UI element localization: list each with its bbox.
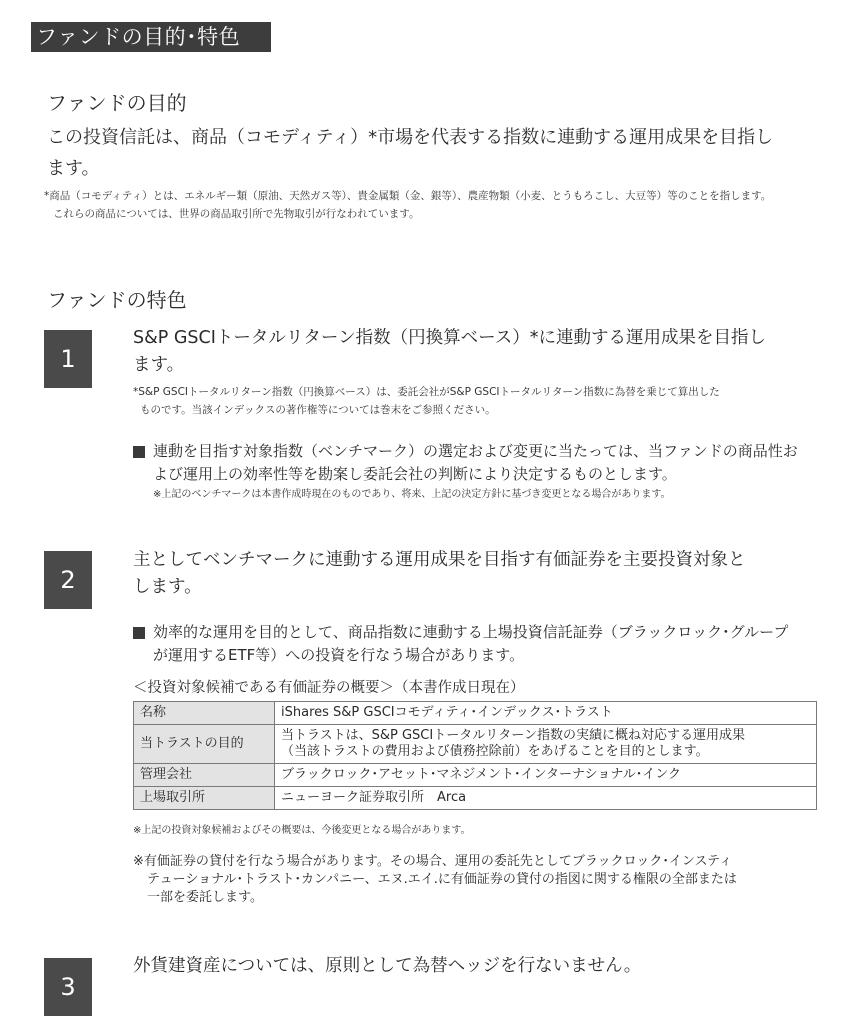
- page-title: ファンドの目的･特色: [31, 22, 271, 52]
- feature-2-bullet-line: が運用するETF等）への投資を行なう場合があります。: [153, 646, 525, 664]
- feature-2-number-badge: 2: [44, 551, 92, 609]
- purpose-heading: ファンドの目的: [47, 91, 187, 115]
- table-row: [134, 702, 817, 725]
- feature-2-title-line: します。: [133, 577, 202, 597]
- feature-1-note-line: *S&P GSCIトータルリターン指数（円換算ベース）は、委託会社がS&P GSCIトータルリターン指数に為替を乗じて算出した: [133, 386, 720, 398]
- feature-2-bullet: [133, 621, 833, 667]
- lending-note-line: ※有価証券の貸付を行なう場合があります。その場合、運用の委託先としてブラックロック･インスティ: [133, 854, 733, 869]
- table-value-cell: ブラックロック･アセット･マネジメント･インターナショナル･インク: [275, 764, 817, 787]
- feature-1-bullet-line: よび運用上の効率性等を勘案し委託会社の判断により決定するものとします。: [153, 465, 677, 483]
- purpose-note-line: *商品（コモディティ）とは、エネルギー類（原油、天然ガス等）、貴金属類（金、銀等）、農産物類（小麦、とうもろこし、大豆等）等のことを指します。: [44, 190, 772, 202]
- lending-note-line: テューショナル･トラスト･カンパニー、エヌ.エイ.に有価証券の貸付の指図に関する権限の全部または: [147, 872, 737, 887]
- purpose-note-line: これらの商品については、世界の商品取引所で先物取引が行なわれています。: [53, 208, 420, 220]
- table-value-line: （当該トラストの費用および債務控除前）をあげることを目的とします。: [281, 744, 709, 759]
- feature-1-bullet: [133, 440, 833, 486]
- securities-lending-note: [133, 853, 833, 907]
- table-key-cell: 当トラストの目的: [134, 725, 275, 764]
- feature-1-note: [133, 383, 833, 419]
- table-value-cell: iShares S&P GSCIコモディティ･インデックス･トラスト: [275, 702, 817, 725]
- purpose-note: [44, 187, 844, 223]
- overview-table: [133, 701, 817, 810]
- table-value-cell: [275, 725, 817, 764]
- feature-1-title: [133, 325, 833, 379]
- table-key-cell: 管理会社: [134, 764, 275, 787]
- purpose-lead: [47, 122, 837, 184]
- feature-2-bullet-line: 効率的な運用を目的として、商品指数に連動する上場投資信託証券（ブラックロック･グループ: [153, 623, 789, 641]
- features-heading: ファンドの特色: [47, 288, 187, 312]
- feature-1-title-line: S&P GSCIトータルリターン指数（円換算ベース）*に連動する運用成果を目指し: [133, 328, 766, 348]
- table-row: [134, 764, 817, 787]
- feature-1-number-badge: 1: [44, 330, 92, 388]
- purpose-lead-line: この投資信託は、商品（コモディティ）*市場を代表する指数に連動する運用成果を目指し: [47, 127, 774, 148]
- overview-table-title: ＜投資対象候補である有価証券の概要＞（本書作成日現在）: [133, 680, 525, 696]
- table-row: [134, 787, 817, 810]
- feature-3-number-badge: 3: [44, 958, 92, 1016]
- table-value-cell: ニューヨーク証券取引所 Arca: [275, 787, 817, 810]
- feature-3-title-line: 外貨建資産については、原則として為替ヘッジを行ないません。: [133, 956, 642, 976]
- table-value-line: 当トラストは、S&P GSCIトータルリターン指数の実績に概ね対応する運用成果: [281, 728, 745, 743]
- feature-2-title-line: 主としてベンチマークに連動する運用成果を目指す有価証券を主要投資対象と: [133, 550, 746, 570]
- feature-1-bullet-line: 連動を目指す対象指数（ベンチマーク）の選定および変更に当たっては、当ファンドの商品性お: [153, 442, 798, 460]
- feature-2-title: [133, 547, 833, 601]
- feature-1-bullet-note: ※上記のベンチマークは本書作成時現在のものであり、将来、上記の決定方針に基づき変更となる場合があります。: [153, 489, 671, 500]
- square-bullet-icon: [133, 627, 145, 639]
- table-key-cell: 名称: [134, 702, 275, 725]
- lending-note-line: 一部を委託します。: [147, 890, 263, 905]
- table-row: [134, 725, 817, 764]
- overview-table-note: ※上記の投資対象候補およびその概要は、今後変更となる場合があります。: [133, 825, 471, 836]
- feature-3-title: [133, 953, 833, 980]
- purpose-lead-line: ます。: [47, 158, 100, 179]
- table-key-cell: 上場取引所: [134, 787, 275, 810]
- square-bullet-icon: [133, 446, 145, 458]
- feature-1-title-line: ます。: [133, 355, 185, 375]
- feature-1-note-line: ものです。当該インデックスの著作権等については巻末をご参照ください。: [140, 404, 496, 416]
